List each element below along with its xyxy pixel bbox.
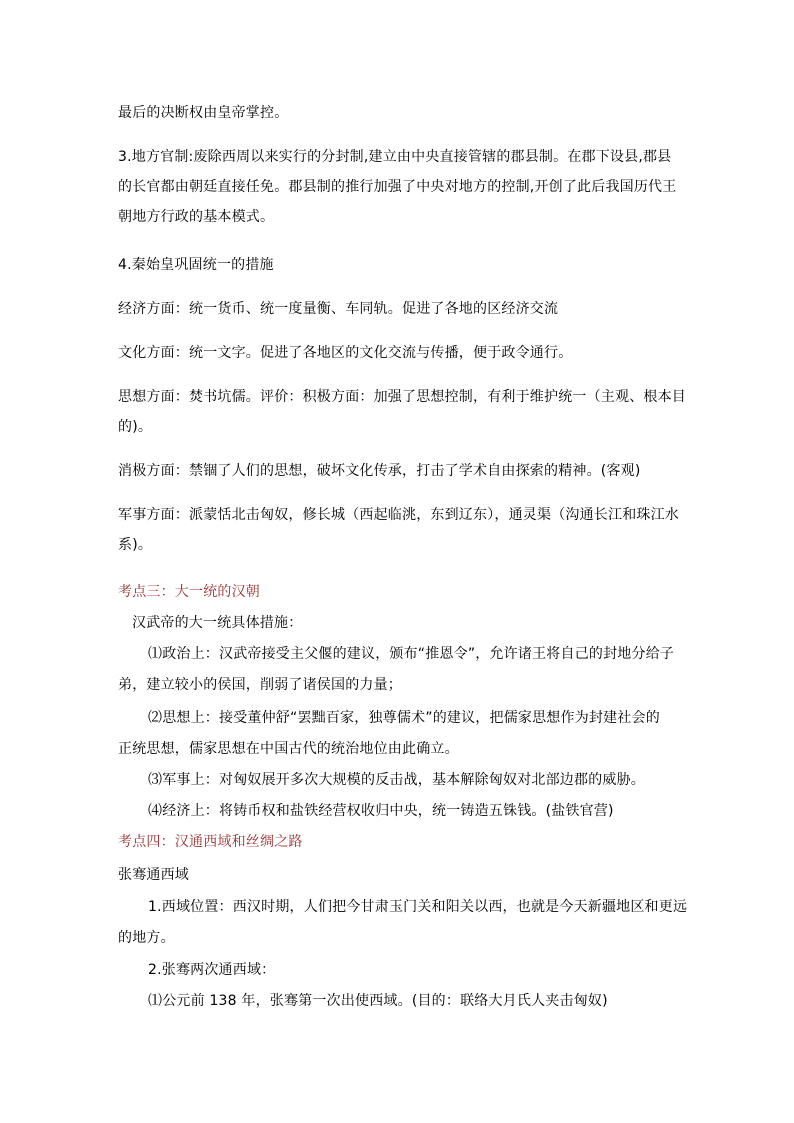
paragraph-line: 的长官都由朝廷直接任免。郡县制的推行加强了中央对地方的控制,开创了此后我国历代王 xyxy=(118,179,677,195)
measure-economy-line: ⑷经济上：将铸币权和盐铁经营权收归中央，统一铸造五铢钱。(盐铁官营) xyxy=(148,803,614,819)
subheading-zhangqian: 张骞通西域 xyxy=(118,867,189,883)
measure-thought-line: ⑵思想上：接受董仲舒“罢黜百家，独尊儒术”的建议，把儒家思想作为封建社会的 xyxy=(148,710,660,726)
paragraph-line: 的地方。 xyxy=(118,930,175,946)
paragraph-line: 的)。 xyxy=(118,419,153,435)
section-title-consolidation: 4.秦始皇巩固统一的措施 xyxy=(118,257,274,273)
western-regions-line: 1.西域位置：西汉时期，人们把今甘肃玉门关和阳关以西，也就是今天新疆地区和更远 xyxy=(148,899,688,915)
paragraph-line: 弟，建立较小的侯国，削弱了诸侯国的力量； xyxy=(118,677,402,693)
culture-line: 文化方面：统一文字。促进了各地区的文化交流与传播，便于政令通行。 xyxy=(118,345,573,361)
heading-kaodian-4: 考点四：汉通西域和丝绸之路 xyxy=(118,834,303,850)
military-line: 军事方面：派蒙恬北击匈奴，修长城（西起临洮，东到辽东），通灵渠（沟通长江和珠江水 xyxy=(118,507,679,523)
paragraph-line: 正统思想，儒家思想在中国古代的统治地位由此确立。 xyxy=(118,741,459,757)
heading-kaodian-3: 考点三：大一统的汉朝 xyxy=(118,584,260,600)
paragraph-line: 汉武帝的大一统具体措施： xyxy=(132,615,303,631)
paragraph-line: 系)。 xyxy=(118,537,153,553)
thought-line: 思想方面：焚书坑儒。评价：积极方面：加强了思想控制，有利于维护统一（主观、根本目 xyxy=(118,389,686,405)
paragraph-line: 最后的决断权由皇帝掌控。 xyxy=(118,105,289,121)
first-mission-line: ⑴公元前 138 年，张骞第一次出使西域。(目的：联络大月氏人夹击匈奴) xyxy=(148,993,608,1009)
local-government-line: 3.地方官制:废除西周以来实行的分封制,建立由中央直接管辖的郡县制。在郡下设县,郡县 xyxy=(118,149,672,165)
measure-military-line: ⑶军事上：对匈奴展开多次大规模的反击战，基本解除匈奴对北部边郡的威胁。 xyxy=(148,772,645,788)
negative-line: 消极方面：禁锢了人们的思想，破坏文化传承，打击了学术自由探索的精神。(客观) xyxy=(118,463,641,479)
measure-politics-line: ⑴政治上：汉武帝接受主父偃的建议，颁布“推恩令”，允许诸王将自己的封地分给子 xyxy=(148,646,675,662)
paragraph-line: 朝地方行政的基本模式。 xyxy=(118,209,275,225)
economy-line: 经济方面：统一货币、统一度量衡、车同轨。促进了各地的区经济交流 xyxy=(118,301,559,317)
two-missions-line: 2.张骞两次通西域： xyxy=(148,962,276,978)
